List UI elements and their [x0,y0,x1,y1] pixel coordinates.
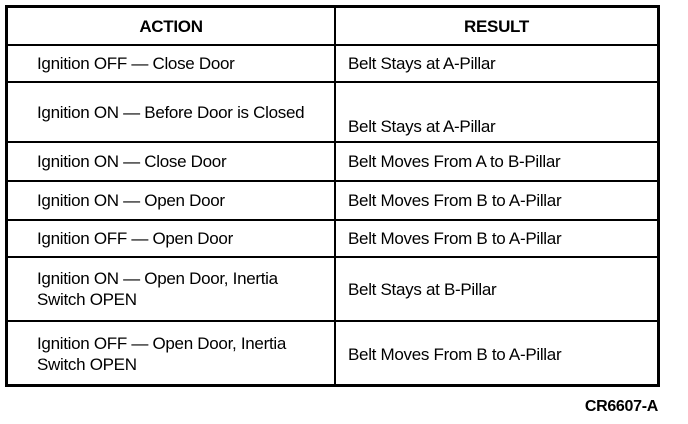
table-row [8,181,657,220]
header-row [8,8,657,45]
table-row [8,142,657,181]
table-row [8,45,657,82]
result-cell: Belt Moves From B to A-Pillar [335,220,657,257]
result-cell: Belt Moves From B to A-Pillar [335,321,657,386]
action-cell: Ignition ON — Open Door, Inertia Switch OPEN [8,257,335,321]
result-cell: Belt Stays at A-Pillar [335,45,657,82]
header-result: RESULT [335,8,657,45]
table-row [8,257,657,321]
header-action: ACTION [8,8,335,45]
action-cell: Ignition OFF — Open Door, Inertia Switch OPEN [8,321,335,386]
table-row [8,82,657,142]
table-row [8,220,657,257]
result-cell: Belt Stays at B-Pillar [335,257,657,321]
action-cell: Ignition ON — Open Door [8,181,335,220]
action-cell: Ignition ON — Before Door is Closed [8,82,335,142]
table-row [8,321,657,386]
action-cell: Ignition OFF — Close Door [8,45,335,82]
result-cell: Belt Stays at A-Pillar [335,82,657,142]
table [8,8,657,386]
result-cell: Belt Moves From A to B-Pillar [335,142,657,181]
action-cell: Ignition ON — Close Door [8,142,335,181]
result-cell: Belt Moves From B to A-Pillar [335,181,657,220]
action-cell: Ignition OFF — Open Door [8,220,335,257]
figure-code: CR6607-A [584,398,658,415]
action-result-table [5,5,660,387]
